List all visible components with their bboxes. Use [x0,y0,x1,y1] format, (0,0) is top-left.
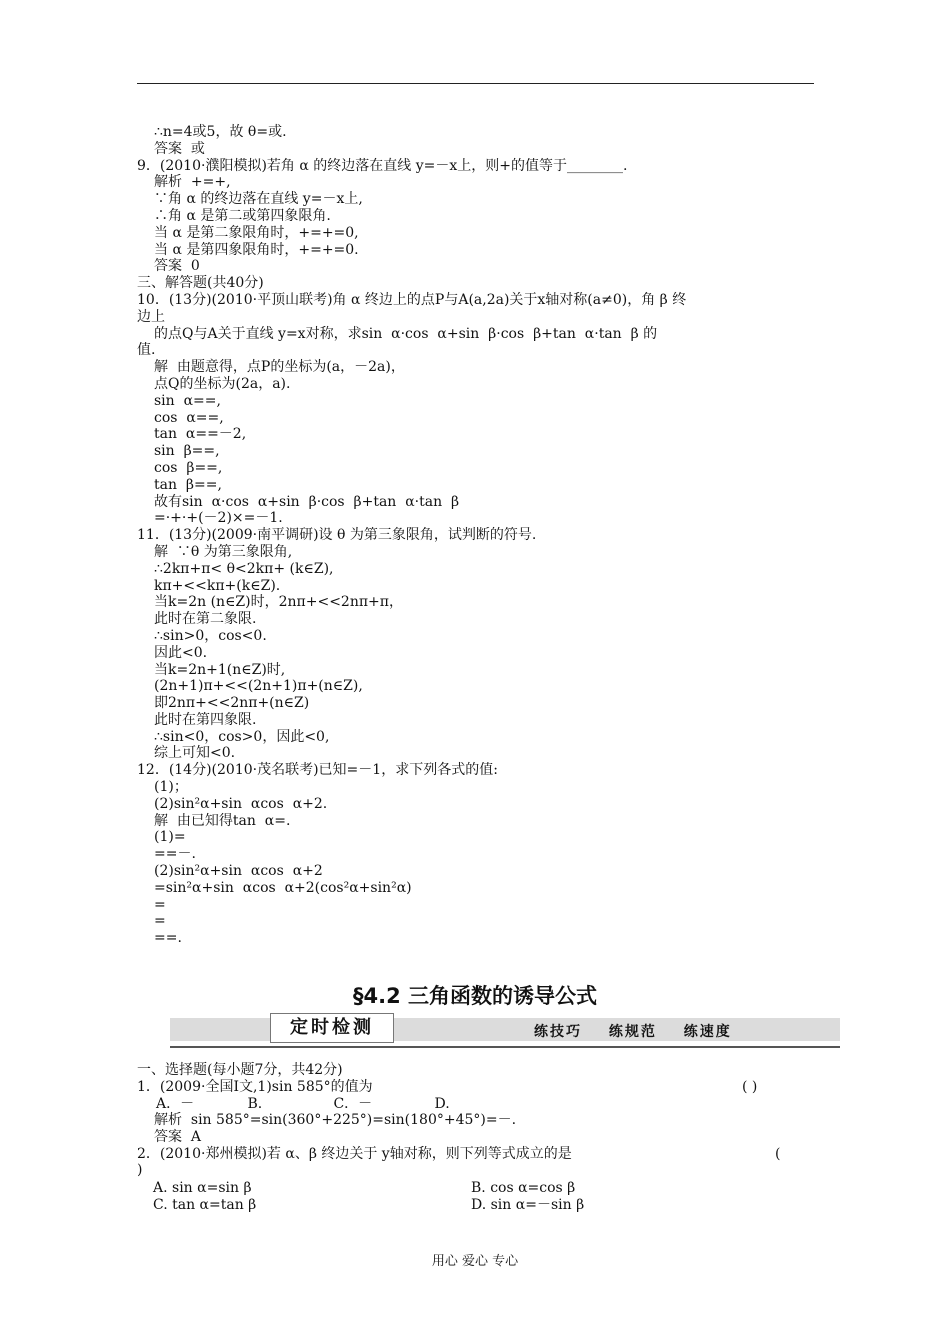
text-line: cos α==, [154,409,224,426]
text-line: 9．(2010·濮阳模拟)若角 α 的终边落在直线 y=－x上，则+的值等于________. [137,157,628,174]
section-title: §4.2 三角函数的诱导公式 [352,984,597,1008]
text-line: 解析 sin 585°=sin(360°+225°)=sin(180°+45°)=－. [154,1112,517,1129]
text-line: 答案 或 [154,140,205,157]
answer-blank-q2: ( [775,1146,781,1162]
motto-item: 练规范 [608,1024,657,1040]
text-line: = [154,896,166,913]
text-line: 当 α 是第二象限角时，+=+=0, [154,224,359,241]
text-line: 解析 +=+, [154,174,231,191]
text-line: 1．(2009·全国Ⅰ文,1)sin 585°的值为 [137,1078,373,1095]
text-line: 解 由已知得tan α=. [154,812,291,829]
text-line: ∴sin>0，cos<0. [154,627,267,644]
text-line: 故有sin α·cos α+sin β·cos β+tan α·tan β [154,493,460,510]
text-line: 综上可知<0. [154,745,236,762]
text-line: 当k=2n (n∈Z)时，2nπ+<<2nπ+π， [154,594,403,611]
motto-item: 练速度 [683,1024,732,1040]
text-line: 即2nπ+<<2nπ+(n∈Z) [154,695,310,712]
text-line: 11．(13分)(2009·南平调研)设 θ 为第三象限角，试判断的符号. [137,527,537,544]
exercise-text-block [137,1062,827,1163]
text-line: 答案 0 [154,258,200,275]
text-line: 2．(2010·郑州模拟)若 α、β 终边关于 y轴对称，则下列等式成立的是 [137,1145,572,1162]
text-line: ∴角 α 是第二或第四象限角. [154,207,331,224]
text-line: sin β==, [154,443,220,460]
text-line: (2)sin²α+sin αcos α+2. [154,795,328,812]
motto-item: 练技巧 [534,1024,582,1040]
text-line: 因此<0. [154,644,208,661]
text-line: 此时在第四象限. [154,711,257,728]
text-line: cos β==, [154,459,223,476]
text-line: 12．(14分)(2010·茂名联考)已知=－1，求下列各式的值: [137,762,498,779]
text-line: 边上 [137,308,165,325]
timed-test-banner [170,1013,840,1047]
option-c: C. tan α=tan β [153,1197,257,1213]
answer-blank-q2-close: ) [137,1162,143,1178]
text-line: 答案 A [154,1129,202,1146]
text-line: ∵角 α 的终边落在直线 y=－x上, [154,191,363,208]
text-line: =·+·+(－2)×=－1. [154,510,283,527]
text-line: (2)sin²α+sin αcos α+2 [154,863,323,880]
option-a: A. sin α=sin β [153,1180,252,1196]
text-line: 当 α 是第四象限角时，+=+=0. [154,241,359,258]
text-line: =sin²α+sin αcos α+2(cos²α+sin²α) [154,879,412,896]
text-line: 一、选择题(每小题7分，共42分) [137,1062,343,1078]
text-line: (1)； [154,779,188,796]
text-line: ∴sin<0，cos>0，因此<0, [154,728,330,745]
text-line: 点Q的坐标为(2a，a). [154,375,291,392]
header-rule [137,83,814,84]
text-line: ==－. [154,846,196,863]
solution-text-block [137,124,827,947]
text-line: 此时在第二象限. [154,611,257,628]
text-line: tan β==, [154,476,222,493]
text-line: 三、解答题(共40分) [137,275,264,292]
text-line: kπ+<<kπ+(k∈Z). [154,577,281,594]
text-line: A．－ B. C．－ D. [156,1095,450,1112]
banner-label: 定时检测 [270,1013,394,1043]
banner-mottos [534,1021,752,1041]
text-line: 10．(13分)(2010·平顶山联考)角 α 终边上的点P与A(a,2a)关于x轴对称(a≠0)，角 β 终 [137,291,687,308]
text-line: 的点Q与A关于直线 y=x对称，求sin α·cos α+sin β·cos β+tan α·tan β 的 [154,325,658,342]
text-line: 解 由题意得，点P的坐标为(a，－2a)， [154,359,405,376]
text-line: ∴n=4或5，故 θ=或. [154,124,287,140]
banner-underline [170,1046,840,1048]
answer-blank-q1: ( ) [742,1079,758,1095]
text-line: (1)= [154,829,186,846]
option-d: D. sin α=－sin β [471,1197,585,1213]
page-footer: 用心 爱心 专心 [431,1254,519,1269]
text-line: = [154,913,166,930]
option-b: B. cos α=cos β [471,1180,576,1196]
text-line: sin α==, [154,392,221,409]
text-line: tan α==－2, [154,426,247,443]
text-line: 当k=2n+1(n∈Z)时, [154,661,286,678]
text-line: 解 ∵θ 为第三象限角, [154,543,293,560]
text-line: ∴2kπ+π< θ<2kπ+ (k∈Z), [154,560,334,577]
text-line: (2n+1)π+<<(2n+1)π+(n∈Z), [154,678,363,695]
text-line: ==. [154,930,182,947]
text-line: 值. [137,342,156,359]
